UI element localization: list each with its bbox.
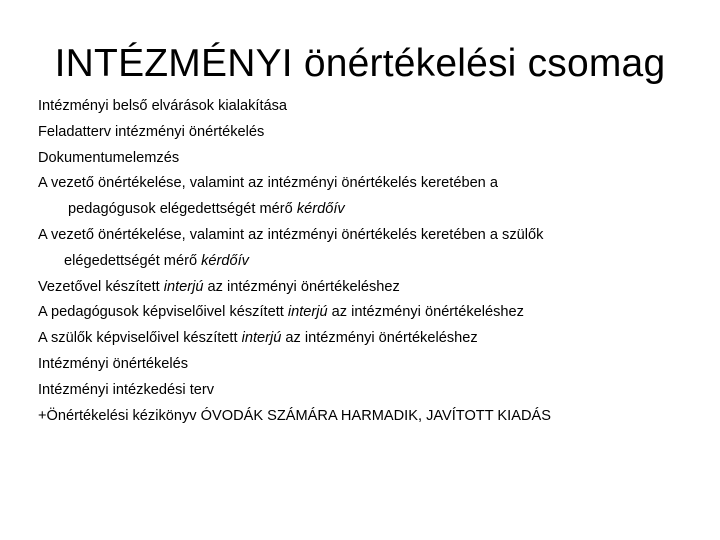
list-item-text-post: az intézményi önértékeléshez — [327, 304, 524, 321]
list-item — [38, 326, 698, 352]
list-item — [38, 94, 698, 120]
list-item-text: Feladatterv intézményi önértékelés — [38, 123, 265, 140]
slide-title: INTÉZMÉNYI önértékelési csomag — [54, 42, 666, 85]
list-item-text-pre: Vezetővel készített — [38, 278, 164, 295]
list-item-text: Intézményi intézkedési terv — [38, 381, 215, 398]
document-type-label: kérdőív — [201, 252, 249, 269]
list-item-text: Intézményi belső elvárások kialakítása — [38, 98, 288, 114]
list-item — [38, 275, 698, 301]
list-item-text-pre: pedagógusok elégedettségét mérő — [68, 201, 297, 218]
list-item — [38, 146, 698, 172]
list-item-text: +Önértékelési kézikönyv ÓVODÁK SZÁMÁRA HARMADIK, JAVÍTOTT KIADÁS — [38, 407, 551, 424]
list-item — [38, 378, 698, 404]
list-item-text-line1: A vezető önértékelése, valamint az intézményi önértékelés keretében a szülők — [38, 226, 544, 243]
list-item-text-post: az intézményi önértékeléshez — [203, 278, 400, 295]
list-item — [38, 120, 698, 146]
list-item-text: Dokumentumelemzés — [38, 149, 180, 166]
list-item-text-line1: A vezető önértékelése, valamint az intézményi önértékelés keretében a — [38, 175, 498, 192]
list-item-text-pre: A pedagógusok képviselőivel készített — [38, 304, 288, 321]
list-item-text: Intézményi önértékelés — [38, 355, 189, 372]
list-item — [38, 171, 698, 223]
list-item-text-pre: elégedettségét mérő — [64, 252, 202, 269]
list-item — [38, 223, 698, 275]
document-type-label: kérdőív — [296, 201, 345, 218]
document-type-label: interjú — [241, 330, 282, 347]
list-item-text-pre: A szülők képviselőivel készített — [38, 330, 242, 347]
list-item-text-line2 — [38, 197, 698, 223]
list-item — [38, 352, 698, 378]
list-item-text-line2 — [38, 249, 698, 275]
list-item — [38, 404, 698, 430]
list-item — [38, 300, 698, 326]
list-item-text-post: az intézményi önértékeléshez — [281, 330, 478, 347]
document-type-label: interjú — [287, 304, 328, 321]
document-list — [38, 94, 698, 429]
document-type-label: interjú — [163, 278, 204, 295]
